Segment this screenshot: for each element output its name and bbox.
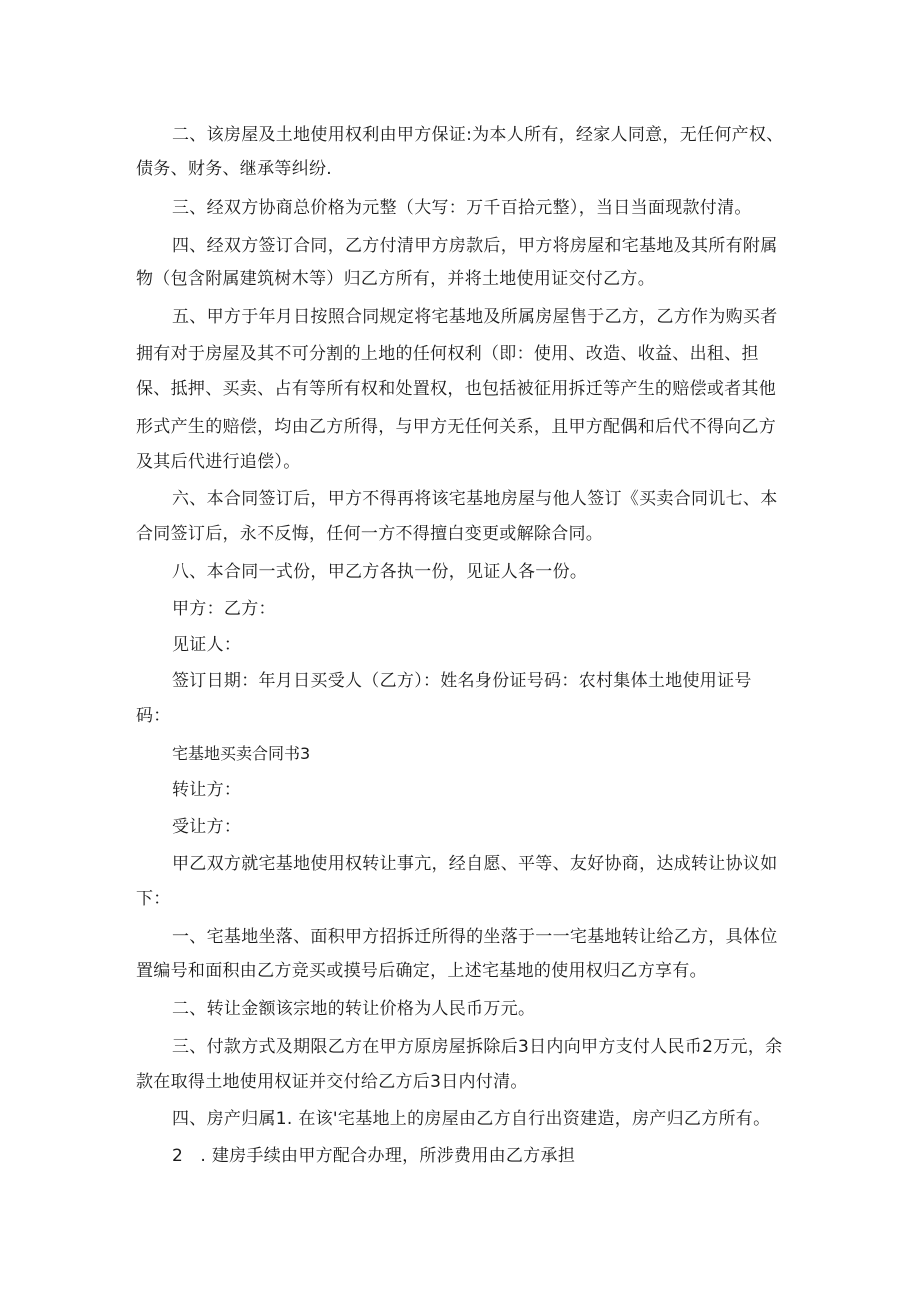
clause-4-line-1: 四、经双方签订合同，乙方付清甲方房款后，甲方将房屋和宅基地及其所有附属	[172, 236, 778, 256]
clause-3-line-1: 三、经双方协商总价格为元整（大写：万千百拾元整），当日当面现款付清。	[172, 198, 752, 218]
article-1-line-2: 置编号和面积由乙方竞买或摸号后确定，上述宅基地的使用权归乙方享有。	[136, 961, 707, 981]
clause-5-line-2: 拥有对于房屋及其不可分割的上地的任何权利（即：使用、改造、收益、出租、担	[136, 344, 759, 364]
clause-5-line-1: 五、甲方于年月日按照合同规定将宅基地及所属房屋售于乙方，乙方作为购买者	[172, 307, 778, 327]
article-4-line-1: 四、房产归属1. 在该'宅基地上的房屋由乙方自行出资建造，房产归乙方所有。	[172, 1109, 771, 1129]
signing-date-line-2: 码：	[136, 706, 171, 726]
witness-line: 见证人：	[172, 635, 242, 655]
article-4-line-2: 2 . 建房手续由甲方配合办理，所涉费用由乙方承担	[172, 1146, 576, 1166]
article-3-line-1: 三、付款方式及期限乙方在甲方原房屋拆除后3日内向甲方支付人民币2万元，余	[172, 1037, 783, 1057]
clause-6-line-2: 合同签订后，永不反悔，任何一方不得擅白变更或解除合同。	[136, 524, 604, 544]
transferor-line: 转让方：	[172, 780, 242, 800]
clause-5-line-4: 形式产生的赔偿，均由乙方所得，与甲方无任何关系，且甲方配偶和后代不得向乙方	[136, 417, 777, 437]
signing-date-line-1: 签订日期：年月日买受人（乙方）：姓名身份证号码：农村集体土地使用证号	[172, 671, 752, 691]
intro-line-2: 下：	[136, 889, 171, 909]
article-2-line-1: 二、转让金额该宗地的转让价格为人民币万元。	[172, 999, 536, 1019]
parties-line: 甲方：乙方：	[172, 599, 276, 619]
transferee-line: 受让方：	[172, 817, 242, 837]
clause-6-line-1: 六、本合同签订后，甲方不得再将该宅基地房屋与他人签订《买卖合同讥七、本	[172, 489, 778, 509]
clause-5-line-5: 及其后代进行追偿）。	[136, 452, 301, 472]
intro-line-1: 甲乙双方就宅基地使用权转让事亢，经自愿、平等、友好协商，达成转让协议如	[172, 854, 778, 874]
clause-8-line-1: 八、本合同一式份，甲乙方各执一份，见证人各一份。	[172, 562, 588, 582]
clause-4-line-2: 物（包含附属建筑树木等）归乙方所有，并将土地使用证交付乙方。	[136, 269, 655, 289]
article-1-line-1: 一、宅基地坐落、面积甲方招拆迁所得的坐落于一一宅基地转让给乙方，具体位	[172, 927, 778, 947]
contract-title: 宅基地买卖合同书3	[172, 744, 311, 763]
clause-2-line-2: 债务、财务、继承等纠纷.	[136, 159, 333, 179]
article-3-line-2: 款在取得土地使用权证并交付给乙方后3日内付清。	[136, 1072, 528, 1092]
clause-5-line-3: 保、抵押、买卖、占有等所有权和处置权，也包括被征用拆迁等产生的赔偿或者其他	[136, 379, 777, 399]
clause-2-line-1: 二、该房屋及土地使用权利由甲方保证:为本人所有，经家人同意，无任何产权、	[172, 125, 784, 145]
